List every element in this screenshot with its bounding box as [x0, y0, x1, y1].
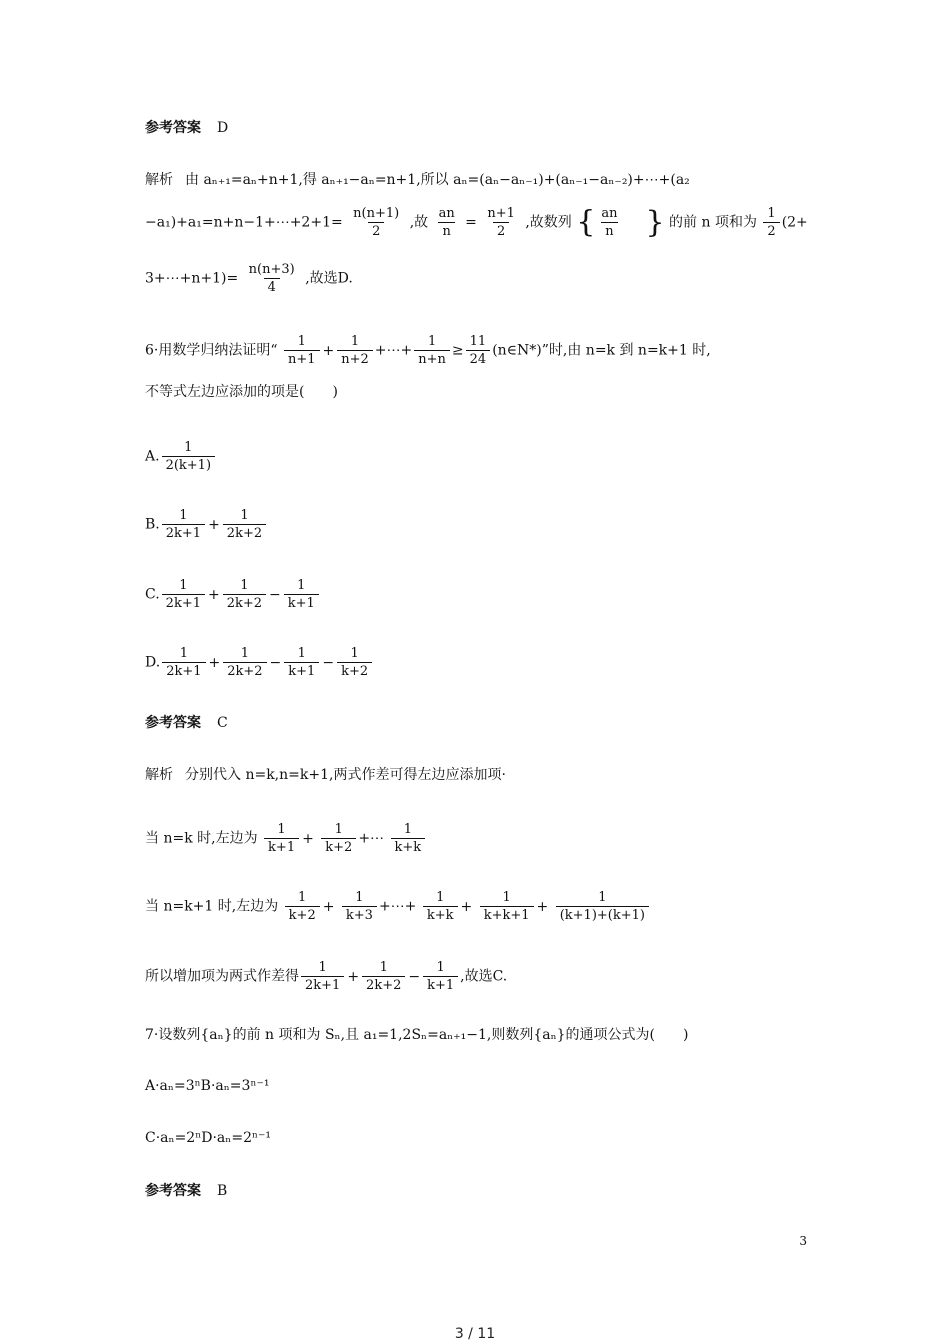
- fraction: [435, 206, 459, 239]
- fraction: [597, 206, 621, 239]
- numerator: 1: [297, 334, 306, 349]
- option-cd[interactable]: [145, 1128, 271, 1148]
- denominator: n+n: [414, 350, 450, 367]
- fraction: [264, 822, 299, 855]
- denominator: 24: [466, 350, 491, 367]
- option-a[interactable]: [145, 440, 217, 473]
- numerator: 1: [318, 960, 327, 975]
- analysis-line: [145, 960, 507, 993]
- plus-sign: +: [322, 342, 335, 359]
- fraction: [162, 646, 205, 679]
- numerator: 11: [469, 334, 487, 349]
- denominator: 2: [493, 222, 509, 239]
- denominator: 2k+1: [301, 976, 344, 993]
- numerator: 1: [297, 578, 306, 593]
- numerator: 1: [436, 890, 445, 905]
- numerator: 1: [427, 334, 437, 349]
- minus-sign: −: [322, 654, 335, 671]
- plus-sign: +: [208, 654, 221, 671]
- answer-letter: C: [217, 715, 228, 731]
- numerator: 1: [298, 890, 307, 905]
- analysis-text: ,故: [409, 214, 429, 231]
- denominator: 2k+2: [223, 594, 266, 611]
- question-6-stem: [145, 334, 711, 367]
- denominator: n: [601, 222, 617, 239]
- analysis-text: (2+: [781, 214, 808, 231]
- numerator: 1: [240, 508, 249, 523]
- option-label: C.: [145, 586, 160, 603]
- numerator: an: [438, 206, 455, 221]
- denominator: 2k+2: [362, 976, 405, 993]
- denominator: k+1: [284, 594, 319, 611]
- answer-label: 参考答案: [145, 715, 201, 731]
- answer-letter: D: [217, 120, 229, 136]
- plus-sign: +: [322, 898, 335, 915]
- fraction: [556, 890, 649, 923]
- numerator: 1: [334, 822, 343, 837]
- fraction: [337, 646, 372, 679]
- right-brace: }: [645, 204, 665, 240]
- option-label: B.: [145, 516, 160, 533]
- fraction: [349, 206, 403, 239]
- denominator: k+k+1: [480, 906, 534, 923]
- fraction: [483, 206, 519, 239]
- denominator: k+2: [321, 838, 356, 855]
- fraction: [342, 890, 377, 923]
- numerator: n+1: [487, 206, 515, 221]
- denominator: 2: [368, 222, 384, 239]
- answer-label: 参考答案: [145, 1183, 201, 1199]
- analysis-label: 解析: [145, 172, 173, 188]
- analysis-line: [145, 822, 427, 855]
- denominator: 2k+1: [162, 662, 205, 679]
- plus-sign: +: [347, 968, 360, 985]
- stem-text: 7·设数列{aₙ}的前 n 项和为 Sₙ,且 a₁=1,2Sₙ=aₙ₊₁−1,则数列{aₙ}的通项公式为( ): [145, 1027, 689, 1043]
- denominator: n+1: [284, 350, 320, 367]
- analysis-line-2: [145, 206, 808, 239]
- ellipsis: +⋯+: [378, 898, 417, 915]
- denominator: k+k: [391, 838, 426, 855]
- plus-sign: +: [302, 830, 314, 847]
- analysis-line-3: [145, 262, 353, 295]
- numerator: 1: [179, 508, 188, 523]
- fraction: [162, 508, 205, 541]
- option-text: C·aₙ=2ⁿD·aₙ=2ⁿ⁻¹: [145, 1130, 272, 1146]
- answer-line: [145, 118, 228, 138]
- option-ab[interactable]: [145, 1076, 270, 1096]
- answer-label: 参考答案: [145, 120, 201, 136]
- denominator: (k+1)+(k+1): [556, 906, 649, 923]
- plus-sign: +: [460, 898, 473, 915]
- analysis-text: 3+⋯+n+1)=: [145, 270, 239, 287]
- fraction: [285, 890, 320, 923]
- plus-sign: +: [536, 898, 549, 915]
- numerator: 1: [379, 960, 388, 975]
- analysis-text: 当 n=k 时,左边为: [145, 830, 258, 847]
- fraction: [223, 646, 266, 679]
- minus-sign: −: [269, 586, 281, 603]
- numerator: 1: [355, 890, 364, 905]
- analysis-text: ,故数列: [525, 214, 572, 231]
- denominator: k+1: [423, 976, 458, 993]
- analysis-line: [145, 890, 651, 923]
- answer-letter: B: [217, 1183, 228, 1199]
- numerator: 1: [350, 646, 359, 661]
- denominator: k+2: [285, 906, 320, 923]
- fraction: [223, 508, 266, 541]
- answer-line: [145, 713, 228, 733]
- fraction: [362, 960, 405, 993]
- analysis-text: 由 aₙ₊₁=aₙ+n+1,得 aₙ₊₁−aₙ=n+1,所以 aₙ=(aₙ−aₙ₋₁)+(aₙ₋₁−aₙ₋₂)+⋯+(a₂: [185, 172, 690, 188]
- fraction: [423, 890, 458, 923]
- denominator: k+k: [423, 906, 458, 923]
- analysis-text: ,故选C.: [460, 968, 508, 985]
- numerator: an: [601, 206, 618, 221]
- analysis-text: 的前 n 项和为: [669, 214, 757, 231]
- fraction: [414, 334, 450, 367]
- ellipsis: +⋯: [358, 830, 385, 847]
- analysis-text: −a₁)+a₁=n+n−1+⋯+2+1=: [145, 214, 343, 231]
- stem-text: 不等式左边应添加的项是( ): [145, 384, 338, 400]
- stem-text: 6·用数学归纳法证明“: [145, 342, 278, 359]
- numerator: 1: [767, 206, 776, 221]
- answer-line: [145, 1181, 227, 1201]
- fraction: [223, 578, 266, 611]
- analysis-line: [145, 765, 506, 785]
- fraction: [480, 890, 534, 923]
- numerator: n(n+3): [248, 262, 295, 277]
- fraction: [284, 578, 319, 611]
- left-brace: {: [576, 204, 596, 240]
- numerator: 1: [184, 440, 193, 455]
- denominator: k+2: [337, 662, 372, 679]
- numerator: n(n+1): [353, 206, 400, 221]
- denominator: 2k+1: [162, 594, 205, 611]
- numerator: 1: [502, 890, 511, 905]
- plus-sign: +: [207, 586, 220, 603]
- denominator: k+1: [284, 662, 319, 679]
- option-label: D.: [145, 654, 161, 671]
- option-text: A·aₙ=3ⁿB·aₙ=3ⁿ⁻¹: [145, 1078, 270, 1094]
- numerator: 1: [179, 646, 188, 661]
- numerator: 1: [277, 822, 286, 837]
- fraction: [162, 440, 215, 473]
- denominator: n+2: [337, 350, 373, 367]
- fraction: [391, 822, 426, 855]
- option-d[interactable]: [145, 646, 374, 679]
- analysis-line-1: [145, 170, 690, 190]
- numerator: 1: [350, 334, 360, 349]
- pager-indicator: 3 / 11: [454, 1326, 496, 1342]
- fraction: [321, 822, 356, 855]
- fraction: [763, 206, 779, 239]
- denominator: k+3: [342, 906, 377, 923]
- fraction: [337, 334, 373, 367]
- option-label: A.: [145, 448, 160, 465]
- analysis-text: 当 n=k+1 时,左边为: [145, 898, 279, 915]
- analysis-label: 解析: [145, 767, 173, 783]
- option-c[interactable]: [145, 578, 321, 611]
- denominator: 2(k+1): [162, 456, 215, 473]
- denominator: k+1: [264, 838, 299, 855]
- ge-sign: ≥: [451, 342, 464, 359]
- denominator: 2: [763, 222, 779, 239]
- analysis-text: ,故选D.: [305, 270, 353, 287]
- numerator: 1: [436, 960, 445, 975]
- numerator: 1: [240, 646, 250, 661]
- fraction: [284, 646, 319, 679]
- question-7-stem: [145, 1025, 688, 1045]
- denominator: 4: [264, 278, 280, 295]
- plus-sign: +: [208, 516, 220, 533]
- analysis-text: 分别代入 n=k,n=k+1,两式作差可得左边应添加项·: [185, 767, 506, 783]
- ellipsis: +⋯+: [374, 342, 413, 359]
- fraction: [423, 960, 458, 993]
- option-b[interactable]: [145, 508, 268, 541]
- denominator: 2k+2: [223, 662, 266, 679]
- denominator: 2k+2: [223, 524, 266, 541]
- numerator: 1: [403, 822, 412, 837]
- fraction: [162, 578, 205, 611]
- fraction: [245, 262, 299, 295]
- numerator: 1: [240, 578, 249, 593]
- question-6-stem-2: [145, 382, 338, 402]
- stem-text: (n∈N*)”时,由 n=k 到 n=k+1 时,: [492, 342, 711, 359]
- denominator: 2k+1: [162, 524, 205, 541]
- analysis-text: 所以增加项为两式作差得: [145, 968, 299, 985]
- minus-sign: −: [408, 968, 421, 985]
- fraction: [284, 334, 320, 367]
- numerator: 1: [598, 890, 607, 905]
- equals-sign: =: [465, 214, 477, 231]
- fraction: [466, 334, 491, 367]
- denominator: n: [438, 222, 454, 239]
- numerator: 1: [297, 646, 306, 661]
- minus-sign: −: [269, 654, 282, 671]
- page-number: 3: [799, 1234, 807, 1248]
- fraction: [301, 960, 344, 993]
- numerator: 1: [179, 578, 188, 593]
